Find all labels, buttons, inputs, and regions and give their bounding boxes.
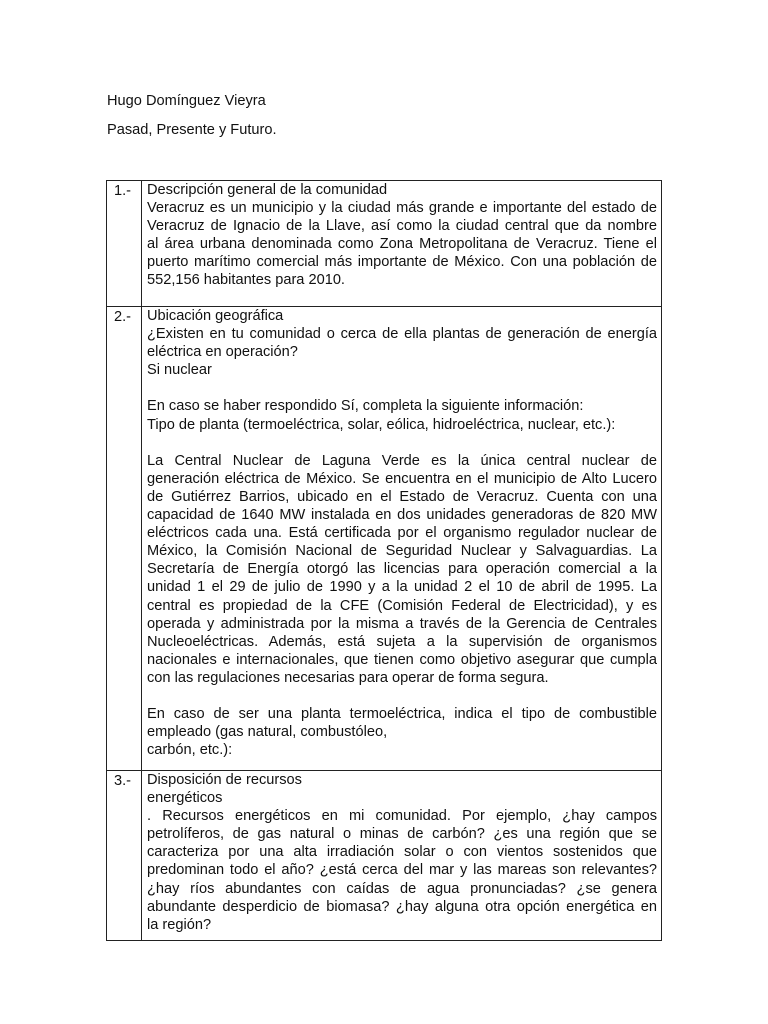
text-line: Tipo de planta (termoeléctrica, solar, eólica, hidroeléctrica, nuclear, etc.): xyxy=(147,416,616,433)
text-line: eléctricos cada una. Está certificada por el organismo regulador nuclear de xyxy=(147,525,657,542)
text-line: predominan todo el año? ¿está cerca del mar y las mareas son relevantes? xyxy=(147,862,657,879)
text-line: ¿hay ríos abundantes con caídas de agua pronunciadas? ¿se genera xyxy=(147,880,657,897)
spacer xyxy=(147,687,657,705)
text-line: unidad 1 el 29 de julio de 1990 y a la unidad 2 el 10 de abril de 1995. La xyxy=(147,579,657,596)
spacer xyxy=(147,434,657,452)
text-line: En caso de ser una planta termoeléctrica, indica el tipo de combustible xyxy=(147,706,657,723)
row-content xyxy=(142,181,662,307)
text-line: puerto marítimo comercial más importante de México. Con una población de xyxy=(147,254,657,271)
text-line: Nucleoeléctricas. Además, está sujeta a la supervisión de organismos xyxy=(147,633,657,650)
text-line: La Central Nuclear de Laguna Verde es la única central nuclear de xyxy=(147,452,657,469)
spacer xyxy=(147,379,657,397)
section-heading: Ubicación geográfica xyxy=(147,308,284,324)
text-line: nacionales e internacionales, que tienen como objetivo asegurar que cumpla xyxy=(147,651,657,668)
text-line: carbón, etc.): xyxy=(147,742,233,759)
text-line: México, la Comisión Nacional de Seguridad Nuclear y Salvaguardias. La xyxy=(147,543,657,560)
table-row xyxy=(107,307,662,771)
text-line: Secretaría de Energía otorgó las licencias para operación comercial a la xyxy=(147,561,657,578)
row-content xyxy=(142,771,662,941)
text-line: Veracruz de Ignacio de la Llave, así como la ciudad central que da nombre xyxy=(147,218,657,235)
text-line: . Recursos energéticos en mi comunidad. Por ejemplo, ¿hay campos xyxy=(147,808,657,825)
text-line: empleado (gas natural, combustóleo, xyxy=(147,724,388,741)
text-line: la región? xyxy=(147,916,212,933)
text-line: 552,156 habitantes para 2010. xyxy=(147,272,345,289)
row-content xyxy=(142,307,662,771)
section-heading: Disposición de recursos xyxy=(147,772,302,788)
text-line: ¿Existen en tu comunidad o cerca de ella plantas de generación de energía xyxy=(147,326,657,343)
text-line: eléctrica en operación? xyxy=(147,344,298,361)
text-line: operada y administrada por la misma a través de la Gerencia de Centrales xyxy=(147,615,657,632)
text-line: Veracruz es un municipio y la ciudad más grande e importante del estado de xyxy=(147,200,657,217)
text-line: central es propiedad de la CFE (Comisión Federal de Electricidad), y es xyxy=(147,597,657,614)
text-line: caracteriza por una alta irradiación solar o con vientos sostenidos que xyxy=(147,844,657,861)
row-number: 3.- xyxy=(107,771,142,941)
document-title: Pasad, Presente y Futuro. xyxy=(107,122,277,138)
text-line: abundante desperdicio de biomasa? ¿hay alguna otra opción energética en xyxy=(147,898,657,915)
section-heading: Descripción general de la comunidad xyxy=(147,182,388,198)
text-line: con las regulaciones necesarias para operar de forma segura. xyxy=(147,669,549,686)
text-line: generación eléctrica de México. Se encuentra en el municipio de Alto Lucero xyxy=(147,470,657,487)
table-row xyxy=(107,181,662,307)
text-line: al área urbana denominada como Zona Metropolitana de Veracruz. Tiene el xyxy=(147,236,657,253)
row-number: 2.- xyxy=(107,307,142,771)
text-line: capacidad de 1640 MW instalada en dos unidades generadoras de 820 MW xyxy=(147,507,657,524)
table-row xyxy=(107,771,662,941)
section-heading: energéticos xyxy=(147,790,223,807)
text-line: petrolíferos, de gas natural o minas de carbón? ¿es una región que se xyxy=(147,826,657,843)
answer-text: Si nuclear xyxy=(147,362,212,379)
questionnaire-table xyxy=(106,180,662,941)
text-line: de Gutiérrez Barrios, ubicado en el Estado de Veracruz. Cuenta con una xyxy=(147,488,657,505)
author-name: Hugo Domínguez Vieyra xyxy=(107,93,266,109)
row-number: 1.- xyxy=(107,181,142,307)
text-line: En caso se haber respondido Sí, completa la siguiente información: xyxy=(147,398,584,415)
